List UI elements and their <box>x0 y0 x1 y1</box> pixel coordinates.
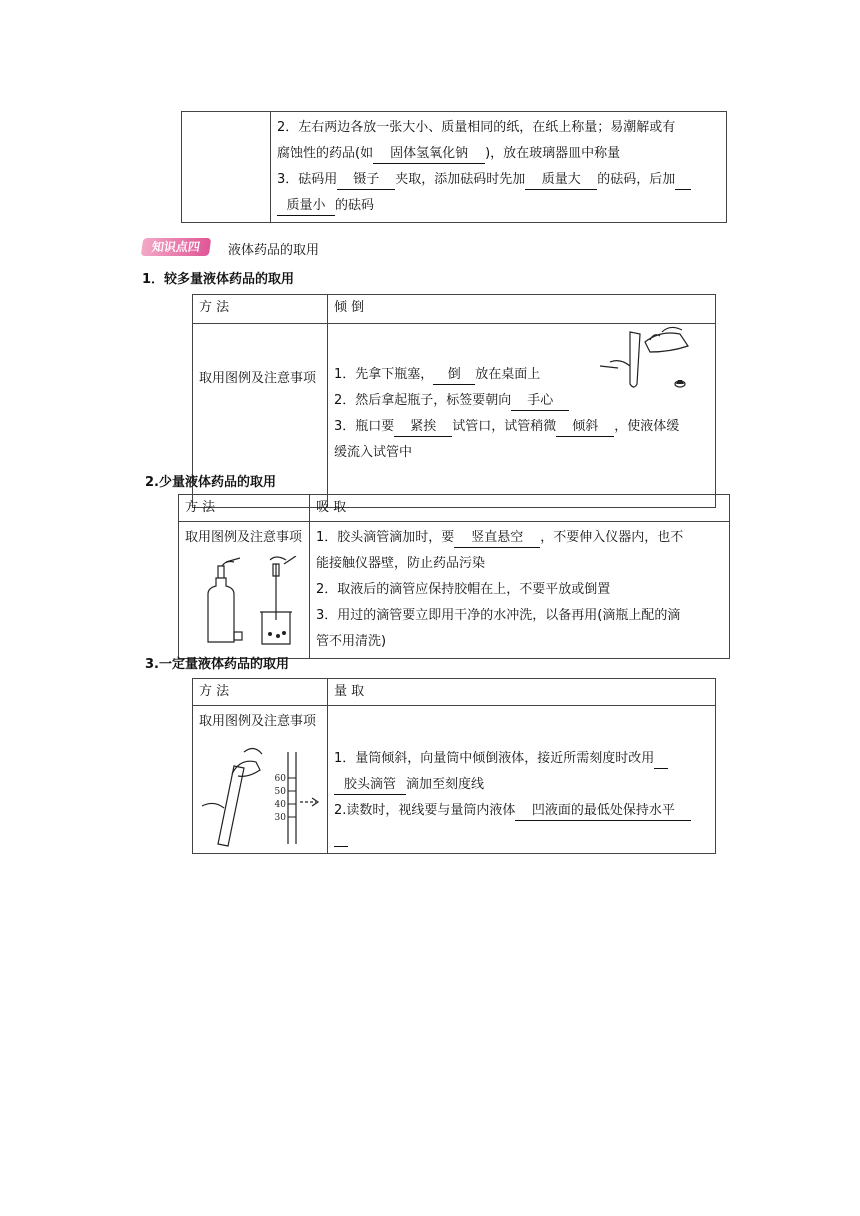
text: 滴加至刻度线 <box>406 777 485 792</box>
top-line-3 <box>277 167 720 193</box>
pouring-illustration <box>590 322 698 394</box>
text: 夹取，添加砝码时先加 <box>395 172 526 187</box>
part2-content-cell <box>310 522 730 659</box>
answer-blank: 手心 <box>511 392 569 411</box>
text: 试管口，试管稍微 <box>452 419 557 434</box>
part1-row-label: 取用图例及注意事项 <box>193 324 328 508</box>
p3-line-1 <box>334 746 709 772</box>
answer-blank: 竖直悬空 <box>454 529 540 548</box>
answer-blank: 质量大 <box>525 171 597 190</box>
part3-content-cell <box>328 706 716 854</box>
text: 的砝码，后加 <box>597 172 676 187</box>
part2-heading: 2.少量液体药品的取用 <box>145 475 276 490</box>
p1-line-3 <box>334 414 709 440</box>
p2-line-1 <box>316 525 723 551</box>
answer-blank: 胶头滴管 <box>334 776 406 795</box>
text: 2.读数时，视线要与量筒内液体 <box>334 803 516 818</box>
top-line-2 <box>277 141 720 167</box>
top-table-content-cell <box>271 112 727 223</box>
p3-line-2 <box>334 772 709 798</box>
scale-label: 50 <box>274 787 286 797</box>
part2-col2-header: 吸 取 <box>310 495 730 522</box>
part1-col1-header: 方 法 <box>193 295 328 324</box>
text: 1．量筒倾斜，向量筒中倾倒液体，接近所需刻度时改用 <box>334 751 655 766</box>
section-badge: 知识点四 <box>141 238 212 256</box>
answer-blank: 质量小 <box>277 197 335 216</box>
text: 放在桌面上 <box>475 367 541 382</box>
p1-line-4: 缓流入试管中 <box>334 445 413 460</box>
answer-blank: 凹液面的最低处保持水平 <box>515 802 691 821</box>
p3-line-4 <box>334 824 709 850</box>
answer-blank: 紧挨 <box>394 418 452 437</box>
part2-row-label: 取用图例及注意事项 <box>185 530 303 545</box>
answer-blank: 倾斜 <box>556 418 614 437</box>
p3-line-3 <box>334 798 709 824</box>
text: 2．然后拿起瓶子，标签要朝向 <box>334 393 512 408</box>
part1-heading: 1．较多量液体药品的取用 <box>142 272 295 287</box>
part2-col1-header: 方 法 <box>179 495 310 522</box>
p2-line-2: 能接触仪器壁，防止药品污染 <box>316 556 486 571</box>
text: ，不要伸入仪器内，也不 <box>540 530 684 545</box>
part3-row-label: 取用图例及注意事项 <box>199 714 317 729</box>
p2-line-3: 2．取液后的滴管应保持胶帽在上，不要平放或倒置 <box>316 582 611 597</box>
answer-blank: 镊子 <box>337 171 395 190</box>
cylinder-illustration <box>200 744 326 848</box>
text: 1．胶头滴管滴加时，要 <box>316 530 455 545</box>
part3-col2-header: 量 取 <box>328 679 716 706</box>
top-line-1: 2．左右两边各放一张大小、质量相同的纸，在纸上称量；易潮解或有 <box>277 120 676 135</box>
blank-head <box>654 750 668 769</box>
section-title: 液体药品的取用 <box>228 243 320 258</box>
text: 3．瓶口要 <box>334 419 395 434</box>
blank-tail <box>675 171 691 190</box>
scale-label: 40 <box>274 800 286 810</box>
p2-line-5: 管不用清洗) <box>316 634 387 649</box>
answer-blank: 倒 <box>433 366 475 385</box>
text: )，放在玻璃器皿中称量 <box>485 146 621 161</box>
top-line-4 <box>277 193 720 219</box>
part1-col2-header: 倾 倒 <box>328 295 716 324</box>
scale-label: 30 <box>274 813 286 823</box>
scale-label: 60 <box>274 774 286 784</box>
blank-tail <box>334 828 348 847</box>
part3-col1-header: 方 法 <box>193 679 328 706</box>
top-table <box>181 111 727 223</box>
answer-blank: 固体氢氧化钠 <box>373 145 485 164</box>
text: ，使液体缓 <box>614 419 680 434</box>
text: 3．砝码用 <box>277 172 338 187</box>
text: 腐蚀性的药品(如 <box>277 146 374 161</box>
top-table-empty-cell <box>182 112 271 223</box>
dropper-illustration <box>200 556 310 648</box>
part3-heading: 3.一定量液体药品的取用 <box>145 657 289 672</box>
text: 1．先拿下瓶塞， <box>334 367 434 382</box>
p2-line-4: 3．用过的滴管要立即用干净的水冲洗，以备再用(滴瓶上配的滴 <box>316 608 681 623</box>
text: 的砝码 <box>335 198 375 213</box>
